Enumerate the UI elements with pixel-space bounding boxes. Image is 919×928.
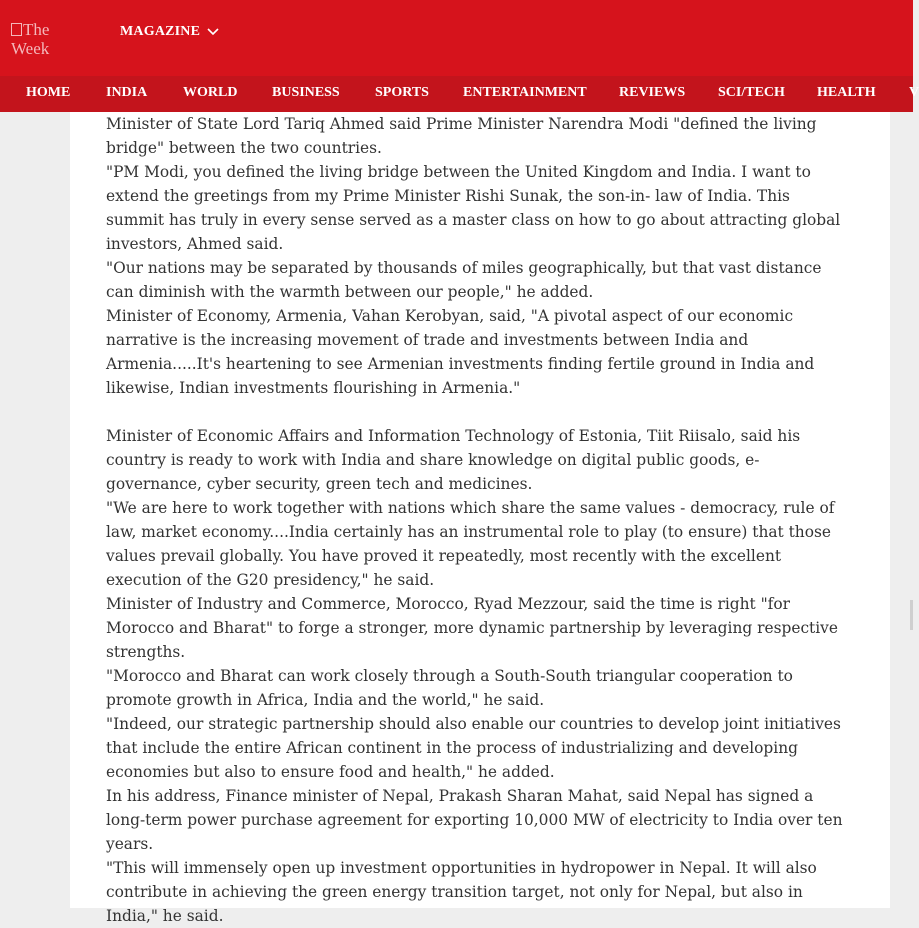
magazine-label: MAGAZINE [120,24,201,39]
article-paragraph: "We are here to work together with nations which share the same values - democracy, rule of law, market economy....India certainly has an instrumental role to play (to ensure) that those values prevail globally. You have proved it repeatedly, most recently with the excellent execution of the G20 presidency," he said. [106,499,835,589]
nav-sports[interactable]: SPORTS [375,85,429,100]
site-logo[interactable] [11,20,71,60]
magazine-menu[interactable] [120,22,220,42]
nav-more[interactable]: V [909,85,919,100]
logo-alt-text: The Week [11,20,50,58]
article-paragraph: In his address, Finance minister of Nepal, Prakash Sharan Mahat, said Nepal has signed a long-term power purchase agreement for exporting 10,000 MW of electricity to India over ten years. [106,787,843,853]
article-paragraph: "Indeed, our strategic partnership should also enable our countries to develop joint initiatives that include the entire African continent in the process of industrializing and developing economies but also to ensure food and health," he added. [106,715,841,781]
nav-india[interactable]: INDIA [106,85,148,100]
article-paragraph: "Our nations may be separated by thousands of miles geographically, but that vast distance can diminish with the warmth between our people," he added. [106,259,822,301]
nav-world[interactable]: WORLD [183,85,238,100]
nav-health[interactable]: HEALTH [817,85,876,100]
paragraph-spacer [106,400,846,424]
article-container [70,112,890,925]
article-paragraph: Minister of State Lord Tariq Ahmed said Prime Minister Narendra Modi "defined the living bridge" between the two countries. [106,115,817,157]
broken-image-icon [11,23,22,36]
chevron-down-icon [206,25,220,39]
nav-home[interactable]: HOME [26,85,71,100]
nav-reviews[interactable]: REVIEWS [619,85,686,100]
article-paragraph: "PM Modi, you defined the living bridge between the United Kingdom and India. I want to extend the greetings from my Prime Minister Rishi Sunak, the son-in- law of India. This summit has truly in every sense served as a master class on how to go about attracting global investors, Ahmed said. [106,163,841,253]
main-nav [0,76,919,112]
article-paragraph: "Morocco and Bharat can work closely through a South-South triangular cooperation to promote growth in Africa, India and the world," he said. [106,667,793,709]
article-body [106,112,846,928]
nav-scitech[interactable]: SCI/TECH [718,85,785,100]
nav-entertainment[interactable]: ENTERTAINMENT [463,85,587,100]
article-paragraph: Minister of Industry and Commerce, Morocco, Ryad Mezzour, said the time is right "for Morocco and Bharat" to forge a stronger, more dynamic partnership by leveraging respective strengths. [106,595,838,661]
nav-business[interactable]: BUSINESS [272,85,340,100]
scrollbar[interactable] [910,600,913,630]
article-paragraph: "This will immensely open up investment opportunities in hydropower in Nepal. It will also contribute in achieving the green energy transition target, not only for Nepal, but also in India," he said. [106,859,817,925]
top-header [0,0,913,76]
article-paragraph: Minister of Economy, Armenia, Vahan Kerobyan, said, "A pivotal aspect of our economic narrative is the increasing movement of trade and investments between India and Armenia.....It's heartening to see Armenian investments finding fertile ground in India and likewise, Indian investments flourishing in Armenia." [106,307,815,397]
article-paragraph: Minister of Economic Affairs and Information Technology of Estonia, Tiit Riisalo, said his country is ready to work with India and share knowledge on digital public goods, e-governance, cyber security, green tech and medicines. [106,427,801,493]
